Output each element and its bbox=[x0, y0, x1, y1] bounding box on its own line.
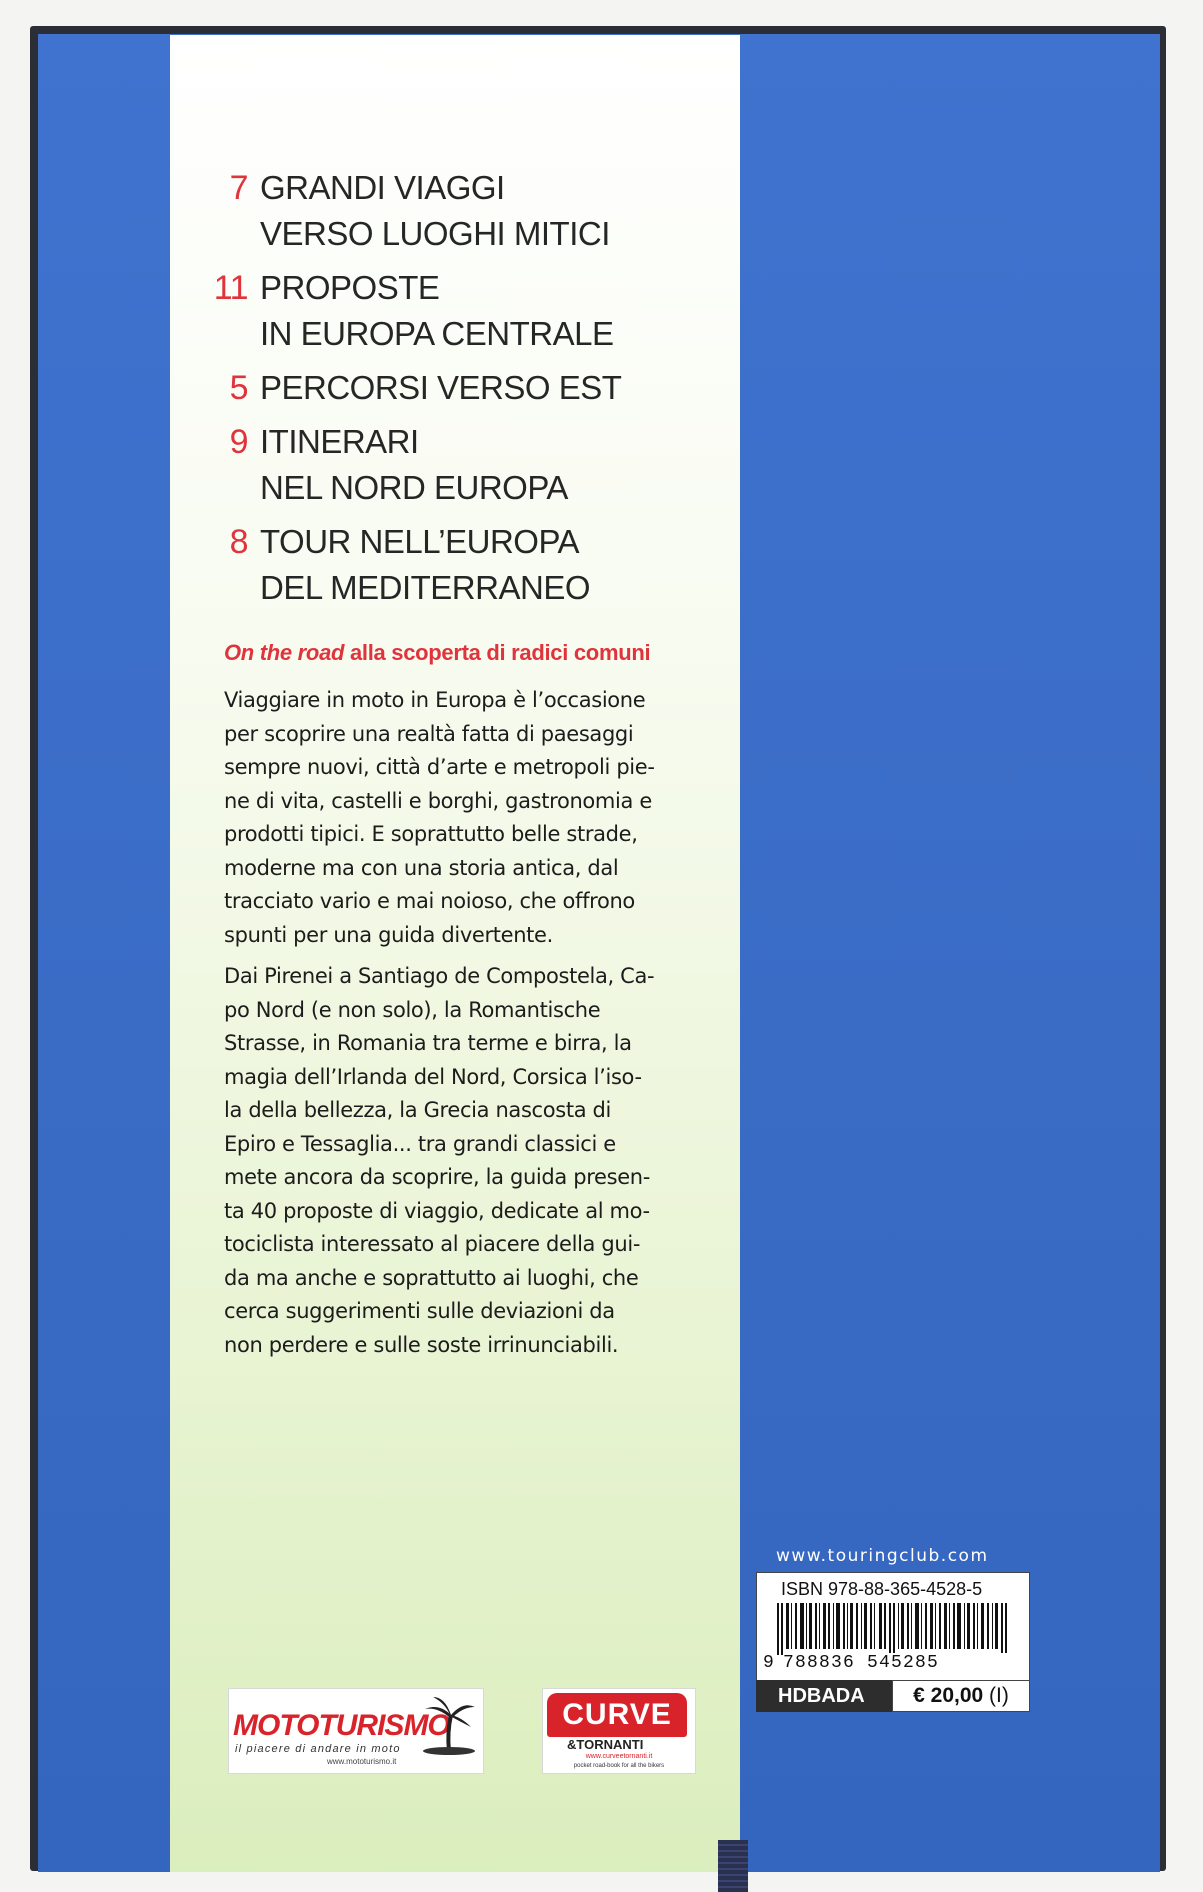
blurb-heading: On the road alla scoperta di radici comuni bbox=[224, 640, 651, 665]
price-label bbox=[892, 1680, 1030, 1712]
mototurismo-logo bbox=[228, 1688, 484, 1774]
mototurismo-tagline: il piacere di andare in moto bbox=[235, 1743, 401, 1755]
entry-count: 8 bbox=[229, 523, 248, 561]
entry-title: ITINERARI NEL NORD EUROPA bbox=[260, 423, 568, 506]
curve-url: www.curveetornanti.it bbox=[585, 1753, 653, 1760]
entry-count: 5 bbox=[229, 369, 248, 407]
blurb-paragraph-1: Viaggiare in moto in Europa è l’occasione per scoprire una realtà fatta di paesaggi sempre nuovi, città d’arte e metropoli pie- ne di vita, castelli e borghi, gastronomia e prodotti tipici. E soprattutto belle strade, moderne ma con una storia antica, dal tracciato vario e mai noioso, che offrono spunti per una guida divertente. bbox=[224, 688, 655, 947]
curve-wordmark: CURVE bbox=[547, 1693, 687, 1737]
contents-list bbox=[200, 165, 720, 619]
mototurismo-wordmark: MOTOTURISMO bbox=[233, 1709, 450, 1742]
contents-entry bbox=[200, 265, 720, 357]
entry-title: PERCORSI VERSO EST bbox=[260, 369, 622, 406]
price-suffix: (I) bbox=[989, 1684, 1009, 1707]
publisher-website: www.touringclub.com bbox=[776, 1546, 989, 1566]
blurb-paragraph-2: Dai Pirenei a Santiago de Compostela, Ca- po Nord (e non solo), la Romantische Strasse, in Romania tra terme e birra, la magia dell’Irlanda del Nord, Corsica l’iso- la della bellezza, la Grecia nascosta di Epiro e Tessaglia... tra grandi classici e mete ancora da scoprire, la guida presen- ta 40 proposte di viaggio, dedicate al mo- tociclista interessato al piacere della gui- da ma anche e soprattutto ai luoghi, che cerca suggerimenti sulle deviazioni da non perdere e sulle soste irrinunciabili. bbox=[224, 964, 655, 1357]
barcode-lead-digit: 9 bbox=[763, 1653, 774, 1673]
curve-tagline: pocket road-book for all the bikers bbox=[573, 1763, 665, 1769]
isbn-barcode bbox=[756, 1572, 1030, 1682]
barcode-digits: 788836 545285 bbox=[783, 1653, 1023, 1673]
contents-entry bbox=[200, 419, 720, 511]
barcode-icon bbox=[775, 1603, 1011, 1655]
price-amount: € 20,00 bbox=[913, 1684, 984, 1707]
contents-entry bbox=[200, 165, 720, 257]
entry-title: PROPOSTE IN EUROPA CENTRALE bbox=[260, 269, 614, 352]
mototurismo-url: www.mototurismo.it bbox=[327, 1757, 397, 1766]
entry-count: 9 bbox=[229, 423, 248, 461]
entry-count: 7 bbox=[229, 169, 248, 207]
price-strip bbox=[756, 1680, 1030, 1712]
bookmark-ribbon bbox=[718, 1840, 748, 1892]
entry-count: 11 bbox=[213, 269, 248, 307]
contents-entry bbox=[200, 365, 720, 411]
entry-title: TOUR NELL’EUROPA DEL MEDITERRANEO bbox=[260, 523, 590, 606]
curve-e-tornanti-logo bbox=[542, 1688, 696, 1774]
palm-tree-icon bbox=[419, 1693, 479, 1755]
isbn-text: ISBN 978-88-365-4528-5 bbox=[781, 1579, 983, 1599]
product-code: HDBADA bbox=[756, 1680, 892, 1712]
entry-title: GRANDI VIAGGI VERSO LUOGHI MITICI bbox=[260, 169, 610, 252]
curve-sub-wordmark: &TORNANTI bbox=[567, 1737, 644, 1752]
contents-entry bbox=[200, 519, 720, 611]
